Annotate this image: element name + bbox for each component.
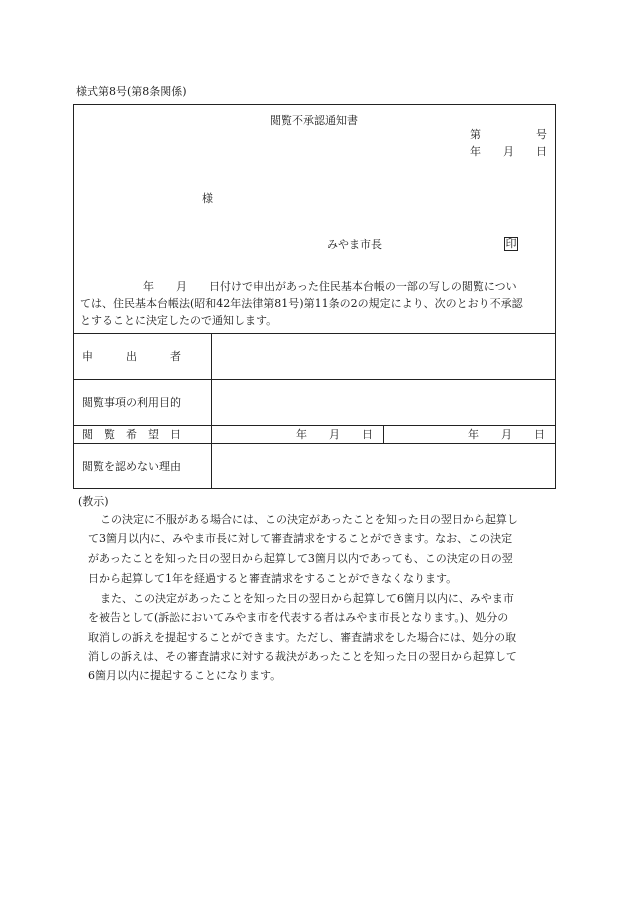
notice-line-2: て3箇月以内に、みやま市長に対して審査請求をすることができます。なお、この決定 — [88, 532, 513, 545]
table-top-line — [74, 333, 555, 334]
row-divider-3 — [74, 443, 555, 444]
label-reason: 閲覧を認めない理由 — [82, 460, 181, 473]
issue-date: 年 月 日 — [470, 145, 547, 158]
notice-line-8: 消しの訴えは、その審査請求に対する裁決があったことを知った日の翌日から起算して — [88, 650, 517, 663]
addressee-suffix: 様 — [202, 192, 213, 205]
notice-line-9: 6箇月以内に提起することになります。 — [88, 669, 282, 682]
label-desired-date: 閲 覧 希 望 日 — [82, 428, 181, 441]
body-line-3: とすることに決定したので通知します。 — [80, 314, 278, 327]
notice-line-3: があったことを知った日の翌日から起算して3箇月以内であっても、この決定の日の翌 — [88, 552, 513, 565]
notice-heading: (教示) — [78, 495, 109, 508]
label-purpose: 閲覧事項の利用目的 — [82, 396, 181, 409]
row-divider-2 — [74, 425, 555, 426]
notice-line-6: を被告として(訴訟においてみやま市を代表する者はみやま市長となります。)、処分の — [88, 611, 509, 624]
notice-form-box — [73, 104, 556, 489]
desired-date-from: 年 月 日 — [296, 428, 373, 441]
notice-line-5: また、この決定があったことを知った日の翌日から起算して6箇月以内に、みやま市 — [100, 592, 514, 605]
form-number: 様式第8号(第8条関係) — [76, 85, 187, 98]
notice-line-4: 日から起算して1年を経過すると審査請求をすることができなくなります。 — [88, 572, 458, 585]
document-number: 第 号 — [470, 128, 547, 141]
label-applicant: 申 出 者 — [82, 350, 181, 363]
form-title: 閲覧不承認通知書 — [270, 114, 358, 127]
date-split-line — [383, 425, 384, 443]
desired-date-to: 年 月 日 — [468, 428, 545, 441]
body-line-2: ては、住民基本台帳法(昭和42年法律第81号)第11条の2の規定により、次のとおり不承認 — [80, 297, 523, 310]
row-divider-1 — [74, 379, 555, 380]
body-line-1: 年 月 日付けで申出があった住民基本台帳の一部の写しの閲覧につい — [143, 280, 517, 293]
seal-mark: 印 — [505, 237, 517, 250]
notice-line-7: 取消しの訴えを提起することができます。ただし、審査請求をした場合には、処分の取 — [88, 631, 517, 644]
issuer-name: みやま市長 — [327, 238, 382, 251]
label-column-line — [211, 333, 212, 488]
notice-line-1: この決定に不服がある場合には、この決定があったことを知った日の翌日から起算し — [100, 513, 518, 526]
